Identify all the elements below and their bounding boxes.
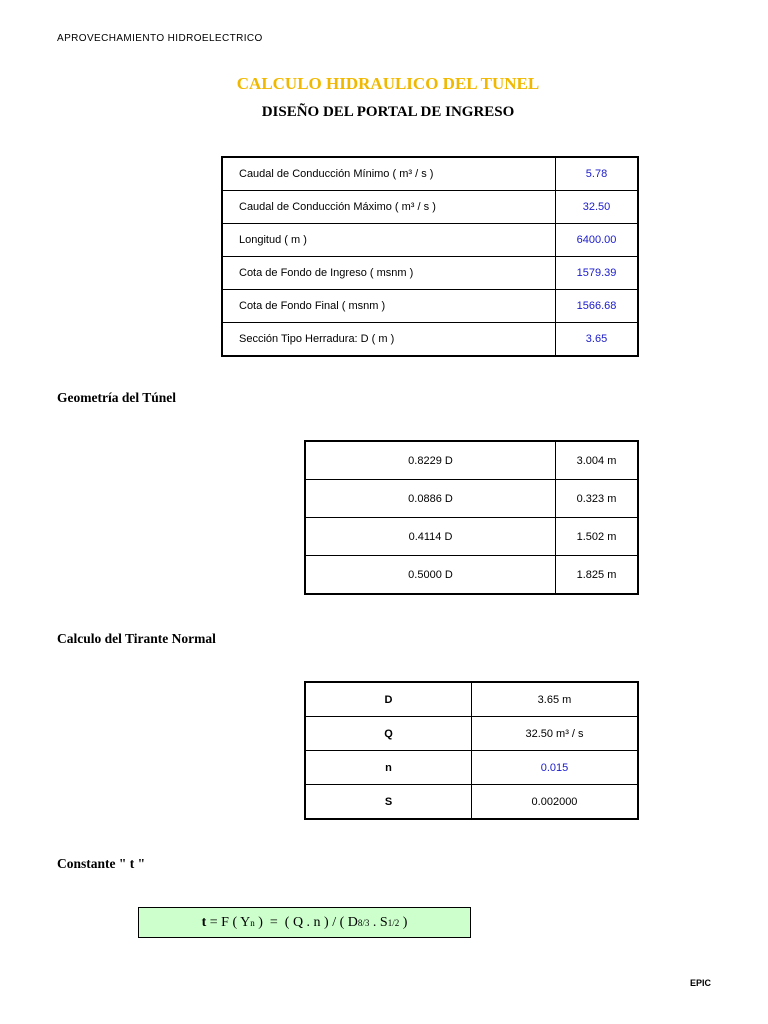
constante-heading: Constante " t " bbox=[57, 856, 146, 871]
variable-symbol: D bbox=[305, 682, 472, 717]
formula-close: ) bbox=[399, 914, 408, 930]
formula-lhs: = F ( Y bbox=[206, 914, 251, 930]
parameter-label: Cota de Fondo de Ingreso ( msnm ) bbox=[222, 257, 556, 290]
parameter-value: 3.65 bbox=[556, 323, 639, 357]
parameter-value: 5.78 bbox=[556, 157, 639, 191]
tunnel-geometry-table bbox=[304, 440, 639, 595]
table-row bbox=[305, 441, 638, 480]
table-row bbox=[305, 518, 638, 556]
formula-dot-s: . S bbox=[369, 914, 388, 930]
table-row bbox=[222, 157, 638, 191]
parameter-label: Cota de Fondo Final ( msnm ) bbox=[222, 290, 556, 323]
table-row bbox=[222, 224, 638, 257]
page-subtitle: DISEÑO DEL PORTAL DE INGRESO bbox=[261, 104, 515, 120]
table-row bbox=[305, 480, 638, 518]
normal-depth-table bbox=[304, 681, 639, 820]
parameter-value: 32.50 bbox=[556, 191, 639, 224]
design-parameters-table bbox=[221, 156, 639, 357]
table-row bbox=[305, 751, 638, 785]
table-row bbox=[305, 717, 638, 751]
table-row bbox=[222, 290, 638, 323]
variable-value: 0.015 bbox=[472, 751, 639, 785]
parameter-value: 1579.39 bbox=[556, 257, 639, 290]
formula-sub-n: n bbox=[250, 917, 255, 928]
page-title: CALCULO HIDRAULICO DEL TUNEL bbox=[236, 74, 540, 93]
parameter-value: 6400.00 bbox=[556, 224, 639, 257]
formula-exp-s: 1/2 bbox=[387, 917, 400, 928]
geometry-value: 1.825 m bbox=[556, 556, 639, 595]
geometry-factor: 0.8229 D bbox=[305, 441, 556, 480]
table-row bbox=[222, 257, 638, 290]
variable-value: 3.65 m bbox=[472, 682, 639, 717]
geometry-value: 0.323 m bbox=[556, 480, 639, 518]
parameter-value: 1566.68 bbox=[556, 290, 639, 323]
tirante-heading: Calculo del Tirante Normal bbox=[57, 631, 216, 646]
geometry-factor: 0.5000 D bbox=[305, 556, 556, 595]
parameter-label: Longitud ( m ) bbox=[222, 224, 556, 257]
parameter-label: Caudal de Conducción Mínimo ( m³ / s ) bbox=[222, 157, 556, 191]
geometry-factor: 0.0886 D bbox=[305, 480, 556, 518]
parameter-label: Caudal de Conducción Máximo ( m³ / s ) bbox=[222, 191, 556, 224]
footer-label: EPIC bbox=[690, 978, 712, 988]
geometry-value: 1.502 m bbox=[556, 518, 639, 556]
formula-rhs: ) = ( Q . n ) / ( D bbox=[254, 914, 358, 930]
table-row bbox=[222, 191, 638, 224]
variable-symbol: n bbox=[305, 751, 472, 785]
table-row bbox=[305, 785, 638, 820]
geometry-value: 3.004 m bbox=[556, 441, 639, 480]
table-row bbox=[305, 682, 638, 717]
table-row bbox=[222, 323, 638, 357]
parameter-label: Sección Tipo Herradura: D ( m ) bbox=[222, 323, 556, 357]
formula-exp-d: 8/3 bbox=[357, 917, 370, 928]
table-row bbox=[305, 556, 638, 595]
variable-value: 0.002000 bbox=[472, 785, 639, 820]
geometry-factor: 0.4114 D bbox=[305, 518, 556, 556]
variable-symbol: Q bbox=[305, 717, 472, 751]
document-header: APROVECHAMIENTO HIDROELECTRICO bbox=[57, 33, 263, 44]
variable-symbol: S bbox=[305, 785, 472, 820]
variable-value: 32.50 m³ / s bbox=[472, 717, 639, 751]
formula-t: t bbox=[201, 914, 207, 930]
constant-formula bbox=[138, 907, 471, 938]
geometry-heading: Geometría del Túnel bbox=[57, 390, 176, 405]
